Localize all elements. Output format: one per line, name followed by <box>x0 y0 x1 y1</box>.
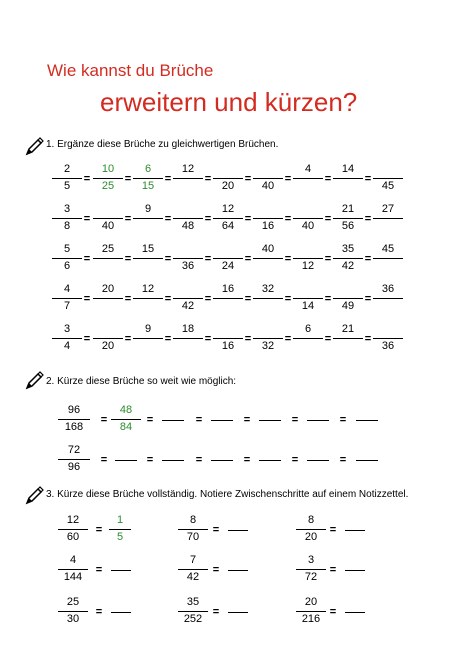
numerator: 18 <box>181 323 195 335</box>
equals-sign: = <box>291 454 299 466</box>
fraction-bar <box>253 338 283 339</box>
fraction-bar <box>52 218 82 219</box>
denominator: 84 <box>119 421 133 433</box>
answer-blank[interactable] <box>307 460 329 461</box>
equals-sign: = <box>164 333 172 345</box>
fraction <box>333 243 363 275</box>
answer-blank[interactable] <box>259 460 281 461</box>
equals-sign: = <box>324 293 332 305</box>
fraction-bar <box>333 338 363 339</box>
fraction <box>293 243 323 275</box>
fraction-bar <box>109 529 131 530</box>
denominator: 7 <box>63 300 71 312</box>
equals-sign: = <box>83 253 91 265</box>
fraction-bar <box>173 298 203 299</box>
denominator: 20 <box>101 340 115 352</box>
denominator: 252 <box>183 613 203 625</box>
fraction <box>173 283 203 315</box>
equals-sign: = <box>364 173 372 185</box>
fraction-bar <box>293 258 323 259</box>
fraction <box>58 596 88 628</box>
fraction-bar <box>178 611 208 612</box>
fraction <box>333 323 363 355</box>
equals-sign: = <box>244 333 252 345</box>
pencil-icon <box>24 137 44 157</box>
denominator: 32 <box>261 340 275 352</box>
numerator: 35 <box>186 596 200 608</box>
numerator: 3 <box>63 323 71 335</box>
fraction-bar <box>293 218 323 219</box>
fraction-bar <box>133 218 163 219</box>
numerator: 12 <box>221 203 235 215</box>
numerator: 5 <box>63 243 71 255</box>
numerator: 6 <box>144 163 152 175</box>
section2-instruction: 2. Kürze diese Brüche so weit wie möglich: <box>46 376 237 387</box>
fraction-bar <box>333 218 363 219</box>
numerator: 20 <box>101 283 115 295</box>
fraction-bar <box>373 298 403 299</box>
fraction <box>133 283 163 315</box>
fraction-bar <box>133 298 163 299</box>
pencil-icon <box>24 486 44 506</box>
numerator: 12 <box>141 283 155 295</box>
answer-blank[interactable] <box>345 530 365 531</box>
equals-sign: = <box>83 293 91 305</box>
fraction-bar <box>93 338 123 339</box>
numerator: 25 <box>101 243 115 255</box>
fraction <box>133 243 163 275</box>
denominator: 6 <box>63 260 71 272</box>
fraction <box>93 203 123 235</box>
fraction <box>253 163 283 195</box>
equals-sign: = <box>146 414 154 426</box>
fraction-bar <box>293 178 323 179</box>
denominator: 56 <box>341 220 355 232</box>
numerator: 25 <box>66 596 80 608</box>
fraction-bar <box>173 218 203 219</box>
denominator: 144 <box>63 571 83 583</box>
numerator: 2 <box>63 163 71 175</box>
fraction <box>178 596 208 628</box>
equals-sign: = <box>195 414 203 426</box>
fraction-bar <box>178 529 208 530</box>
equals-sign: = <box>164 293 172 305</box>
denominator: 14 <box>301 300 315 312</box>
fraction-bar <box>213 298 243 299</box>
fraction-bar <box>58 611 88 612</box>
fraction-bar <box>293 298 323 299</box>
fraction-bar <box>52 338 82 339</box>
equals-sign: = <box>124 253 132 265</box>
denominator: 48 <box>181 220 195 232</box>
equals-sign: = <box>83 173 91 185</box>
fraction-bar <box>333 298 363 299</box>
fraction-bar <box>253 298 283 299</box>
denominator: 5 <box>63 180 71 192</box>
equals-sign: = <box>124 293 132 305</box>
fraction-bar <box>52 178 82 179</box>
fraction <box>253 283 283 315</box>
denominator: 216 <box>301 613 321 625</box>
fraction <box>58 444 90 476</box>
numerator: 4 <box>304 163 312 175</box>
equals-sign: = <box>124 173 132 185</box>
title-line-1: Wie kannst du Brüche <box>47 61 214 80</box>
equals-sign: = <box>164 173 172 185</box>
denominator: 49 <box>341 300 355 312</box>
equals-sign: = <box>284 333 292 345</box>
denominator: 15 <box>141 180 155 192</box>
fraction <box>373 283 403 315</box>
fraction-bar <box>173 338 203 339</box>
fraction-bar <box>296 569 326 570</box>
fraction <box>173 323 203 355</box>
fraction <box>213 323 243 355</box>
equals-sign: = <box>83 213 91 225</box>
fraction <box>52 323 82 355</box>
denominator: 168 <box>64 421 84 433</box>
equals-sign: = <box>243 414 251 426</box>
answer-blank[interactable] <box>115 460 137 461</box>
denominator: 60 <box>66 531 80 543</box>
fraction-bar <box>111 419 141 420</box>
equals-sign: = <box>339 454 347 466</box>
fraction <box>213 163 243 195</box>
fraction-bar <box>333 258 363 259</box>
fraction <box>293 283 323 315</box>
equals-sign: = <box>164 253 172 265</box>
denominator: 20 <box>221 180 235 192</box>
denominator: 20 <box>304 531 318 543</box>
equals-sign: = <box>95 524 103 536</box>
denominator: 36 <box>381 340 395 352</box>
pencil-icon <box>24 371 44 391</box>
answer-blank[interactable] <box>345 570 365 571</box>
fraction <box>213 203 243 235</box>
fraction-bar <box>373 258 403 259</box>
equals-sign: = <box>324 253 332 265</box>
equals-sign: = <box>95 606 103 618</box>
numerator: 48 <box>119 404 133 416</box>
numerator: 12 <box>181 163 195 175</box>
denominator: 12 <box>301 260 315 272</box>
fraction <box>93 243 123 275</box>
denominator: 70 <box>186 531 200 543</box>
fraction-bar <box>178 569 208 570</box>
fraction-bar <box>52 258 82 259</box>
fraction <box>373 243 403 275</box>
fraction <box>133 163 163 195</box>
equals-sign: = <box>100 414 108 426</box>
fraction-bar <box>296 611 326 612</box>
numerator: 45 <box>381 243 395 255</box>
fraction <box>253 243 283 275</box>
equals-sign: = <box>204 253 212 265</box>
equals-sign: = <box>100 454 108 466</box>
numerator: 10 <box>101 163 115 175</box>
equals-sign: = <box>324 333 332 345</box>
fraction-bar <box>58 419 90 420</box>
fraction-bar <box>58 569 88 570</box>
fraction <box>52 283 82 315</box>
equals-sign: = <box>324 213 332 225</box>
fraction-bar <box>133 258 163 259</box>
title-line-2: erweitern und kürzen? <box>100 87 358 117</box>
equals-sign: = <box>364 333 372 345</box>
equals-sign: = <box>164 213 172 225</box>
fraction <box>293 163 323 195</box>
answer-blank[interactable] <box>162 460 184 461</box>
denominator: 72 <box>304 571 318 583</box>
fraction-bar <box>213 258 243 259</box>
fraction <box>133 323 163 355</box>
fraction-bar <box>253 258 283 259</box>
denominator: 8 <box>63 220 71 232</box>
fraction <box>178 514 208 546</box>
fraction-bar <box>133 178 163 179</box>
equals-sign: = <box>195 454 203 466</box>
denominator: 42 <box>186 571 200 583</box>
numerator: 9 <box>144 323 152 335</box>
equals-sign: = <box>244 213 252 225</box>
equals-sign: = <box>204 333 212 345</box>
fraction <box>173 203 203 235</box>
denominator: 45 <box>381 180 395 192</box>
numerator: 3 <box>307 554 315 566</box>
fraction-bar <box>93 258 123 259</box>
fraction <box>296 514 326 546</box>
numerator: 7 <box>189 554 197 566</box>
numerator: 4 <box>69 554 77 566</box>
answer-blank[interactable] <box>345 612 365 613</box>
fraction-bar <box>213 178 243 179</box>
equals-sign: = <box>329 564 337 576</box>
equals-sign: = <box>284 253 292 265</box>
fraction-bar <box>133 338 163 339</box>
fraction <box>93 283 123 315</box>
fraction <box>213 243 243 275</box>
denominator: 16 <box>221 340 235 352</box>
numerator: 8 <box>307 514 315 526</box>
equals-sign: = <box>204 213 212 225</box>
fraction <box>93 323 123 355</box>
fraction <box>58 554 88 586</box>
fraction <box>333 203 363 235</box>
equals-sign: = <box>244 173 252 185</box>
denominator: 25 <box>101 180 115 192</box>
denominator: 42 <box>341 260 355 272</box>
answer-blank[interactable] <box>211 420 233 421</box>
answer-fraction <box>109 514 131 546</box>
answer-blank[interactable] <box>228 612 248 613</box>
numerator: 72 <box>67 444 81 456</box>
answer-blank[interactable] <box>228 530 248 531</box>
fraction <box>333 283 363 315</box>
equals-sign: = <box>329 524 337 536</box>
fraction <box>52 163 82 195</box>
fraction-bar <box>52 298 82 299</box>
answer-blank[interactable] <box>162 420 184 421</box>
equals-sign: = <box>364 293 372 305</box>
fraction-bar <box>296 529 326 530</box>
fraction <box>293 323 323 355</box>
fraction <box>373 323 403 355</box>
fraction <box>58 514 88 546</box>
fraction-bar <box>173 258 203 259</box>
numerator: 36 <box>381 283 395 295</box>
answer-blank[interactable] <box>307 420 329 421</box>
fraction <box>173 163 203 195</box>
fraction-bar <box>373 178 403 179</box>
denominator: 40 <box>101 220 115 232</box>
fraction <box>133 203 163 235</box>
fraction-bar <box>293 338 323 339</box>
numerator: 35 <box>341 243 355 255</box>
section1-instruction: 1. Ergänze diese Brüche zu gleichwertigen Brüchen. <box>46 139 279 150</box>
equals-sign: = <box>146 454 154 466</box>
numerator: 32 <box>261 283 275 295</box>
fraction <box>333 163 363 195</box>
equals-sign: = <box>364 253 372 265</box>
equals-sign: = <box>284 293 292 305</box>
fraction <box>213 283 243 315</box>
answer-blank[interactable] <box>356 420 378 421</box>
numerator: 21 <box>341 323 355 335</box>
denominator: 64 <box>221 220 235 232</box>
equals-sign: = <box>212 564 220 576</box>
equals-sign: = <box>324 173 332 185</box>
answer-blank[interactable] <box>111 570 131 571</box>
equals-sign: = <box>284 213 292 225</box>
answer-blank[interactable] <box>259 420 281 421</box>
fraction <box>296 554 326 586</box>
answer-blank[interactable] <box>356 460 378 461</box>
numerator: 14 <box>341 163 355 175</box>
denominator: 40 <box>301 220 315 232</box>
numerator: 6 <box>304 323 312 335</box>
numerator: 8 <box>189 514 197 526</box>
fraction-bar <box>373 218 403 219</box>
fraction <box>373 203 403 235</box>
numerator: 20 <box>304 596 318 608</box>
fraction <box>253 203 283 235</box>
fraction <box>178 554 208 586</box>
fraction-bar <box>213 338 243 339</box>
fraction-bar <box>373 338 403 339</box>
fraction <box>52 203 82 235</box>
answer-blank[interactable] <box>111 612 131 613</box>
fraction <box>296 596 326 628</box>
numerator: 27 <box>381 203 395 215</box>
answer-blank[interactable] <box>211 460 233 461</box>
equals-sign: = <box>284 173 292 185</box>
equals-sign: = <box>83 333 91 345</box>
equals-sign: = <box>204 173 212 185</box>
numerator: 16 <box>221 283 235 295</box>
equals-sign: = <box>329 606 337 618</box>
numerator: 4 <box>63 283 71 295</box>
numerator: 15 <box>141 243 155 255</box>
equals-sign: = <box>339 414 347 426</box>
denominator: 30 <box>66 613 80 625</box>
fraction-bar <box>58 529 88 530</box>
numerator: 9 <box>144 203 152 215</box>
fraction-bar <box>253 218 283 219</box>
fraction-bar <box>213 218 243 219</box>
fraction-bar <box>93 298 123 299</box>
denominator: 4 <box>63 340 71 352</box>
denominator: 42 <box>181 300 195 312</box>
numerator: 96 <box>67 404 81 416</box>
fraction-bar <box>253 178 283 179</box>
section3-instruction: 3. Kürze diese Brüche vollständig. Notiere Zwischenschritte auf einem Notizzettel. <box>46 489 409 500</box>
fraction <box>173 243 203 275</box>
equals-sign: = <box>291 414 299 426</box>
fraction-bar <box>93 178 123 179</box>
fraction <box>373 163 403 195</box>
equals-sign: = <box>244 253 252 265</box>
denominator: 24 <box>221 260 235 272</box>
equals-sign: = <box>124 213 132 225</box>
fraction <box>52 243 82 275</box>
denominator: 36 <box>181 260 195 272</box>
answer-blank[interactable] <box>228 570 248 571</box>
answer-fraction <box>111 404 141 436</box>
fraction <box>58 404 90 436</box>
fraction <box>253 323 283 355</box>
numerator: 1 <box>116 514 124 526</box>
denominator: 5 <box>116 531 124 543</box>
equals-sign: = <box>95 564 103 576</box>
numerator: 40 <box>261 243 275 255</box>
fraction-bar <box>333 178 363 179</box>
fraction-bar <box>93 218 123 219</box>
denominator: 40 <box>261 180 275 192</box>
equals-sign: = <box>204 293 212 305</box>
fraction-bar <box>58 459 90 460</box>
numerator: 21 <box>341 203 355 215</box>
equals-sign: = <box>364 213 372 225</box>
fraction-bar <box>173 178 203 179</box>
equals-sign: = <box>243 454 251 466</box>
equals-sign: = <box>212 524 220 536</box>
equals-sign: = <box>124 333 132 345</box>
denominator: 16 <box>261 220 275 232</box>
equals-sign: = <box>244 293 252 305</box>
numerator: 3 <box>63 203 71 215</box>
fraction <box>293 203 323 235</box>
denominator: 96 <box>67 461 81 473</box>
fraction <box>93 163 123 195</box>
equals-sign: = <box>212 606 220 618</box>
numerator: 12 <box>66 514 80 526</box>
